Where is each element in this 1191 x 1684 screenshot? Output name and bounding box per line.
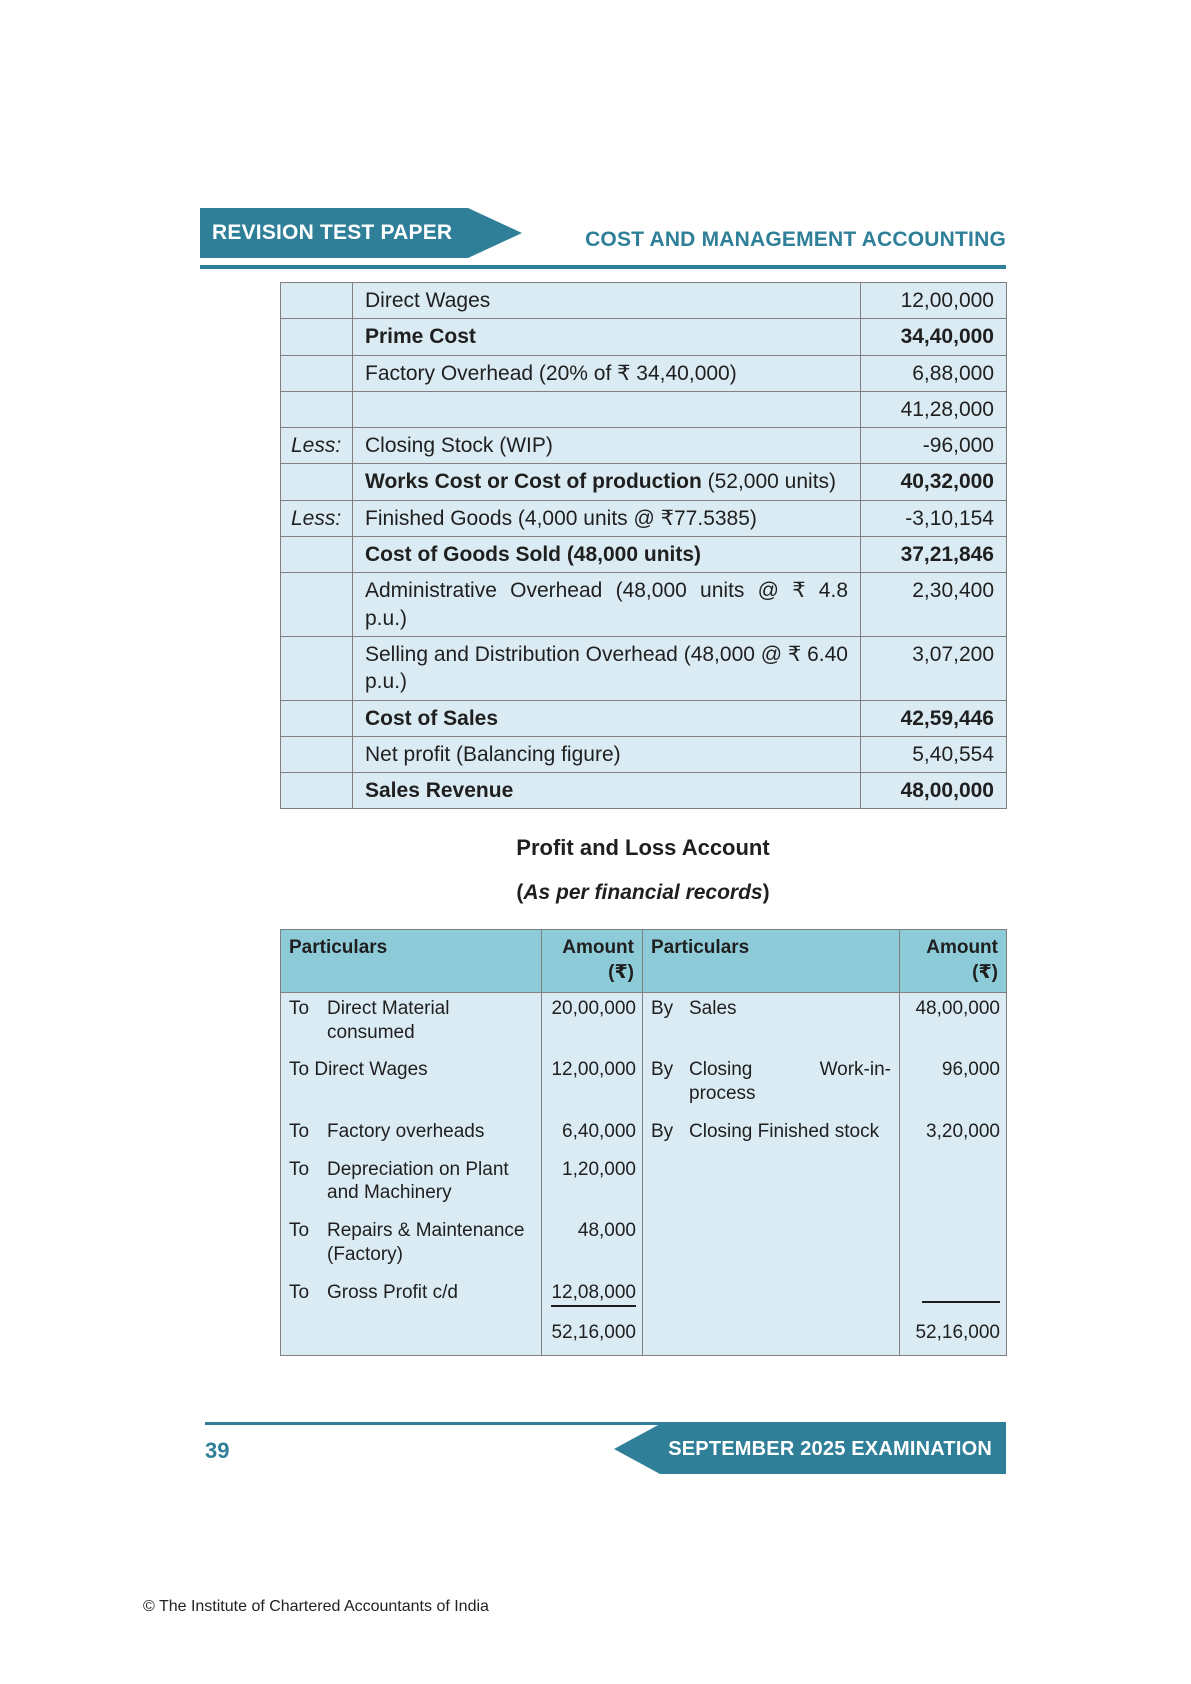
- amount-label: Amount: [562, 937, 634, 959]
- row-prefix: Less:: [281, 500, 353, 536]
- row-amount: 40,32,000: [861, 464, 1007, 500]
- row-prefix: [281, 573, 353, 637]
- pl-total-row: [281, 1317, 1007, 1355]
- row-amount: 42,59,446: [861, 700, 1007, 736]
- entry-prefix: To: [289, 1158, 310, 1180]
- table-row: [281, 391, 1007, 427]
- pl-header-particulars-left: Particulars: [281, 930, 542, 992]
- cr-amount: 3,20,000: [900, 1116, 1007, 1154]
- row-description: Cost of Sales: [353, 700, 861, 736]
- cr-entry: [643, 1317, 900, 1355]
- entry-description: Repairs & Maintenance (Factory): [327, 1220, 525, 1265]
- entry-prefix: To: [289, 997, 310, 1019]
- subtitle-text: As per financial records: [523, 881, 763, 905]
- row-description: [353, 391, 861, 427]
- row-description: Selling and Distribution Overhead (48,000 @ ₹ 6.40 p.u.): [353, 636, 861, 700]
- dr-amount: 12,00,000: [542, 1054, 643, 1116]
- row-description: Sales Revenue: [353, 773, 861, 809]
- page-title: COST AND MANAGEMENT ACCOUNTING: [585, 228, 1006, 251]
- table-row: [281, 773, 1007, 809]
- pl-row: [281, 1215, 1007, 1277]
- banner-left-arrow-icon: [614, 1424, 660, 1474]
- dr-entry: [281, 1116, 542, 1154]
- underlined-amount: 12,08,000: [551, 1281, 636, 1308]
- row-prefix: [281, 773, 353, 809]
- cr-amount: [900, 1215, 1007, 1277]
- row-prefix: [281, 736, 353, 772]
- table-row: [281, 700, 1007, 736]
- table-row: [281, 636, 1007, 700]
- cr-entry: [643, 1054, 900, 1116]
- table-row: [281, 355, 1007, 391]
- subtitle-paren-close: ): [762, 881, 770, 905]
- row-prefix: [281, 700, 353, 736]
- entry-description: Gross Profit c/d: [327, 1281, 458, 1303]
- table-row: [281, 283, 1007, 319]
- pl-row: [281, 1054, 1007, 1116]
- table-row: [281, 500, 1007, 536]
- entry-description: Closing Finished stock: [689, 1120, 880, 1142]
- entry-prefix: To: [289, 1220, 310, 1242]
- row-amount: 37,21,846: [861, 537, 1007, 573]
- cr-entry: [643, 1116, 900, 1154]
- cr-amount: 48,00,000: [900, 992, 1007, 1054]
- rupee-label: (₹): [972, 962, 998, 984]
- pl-account-title: Profit and Loss Account: [516, 835, 770, 861]
- row-description: Factory Overhead (20% of ₹ 34,40,000): [353, 355, 861, 391]
- september-examination-banner: [614, 1424, 1006, 1474]
- pl-row: [281, 1116, 1007, 1154]
- table-row: [281, 319, 1007, 355]
- row-description: Prime Cost: [353, 319, 861, 355]
- pl-row: [281, 992, 1007, 1054]
- row-description: Net profit (Balancing figure): [353, 736, 861, 772]
- cr-amount: [900, 1277, 1007, 1318]
- row-description: Cost of Goods Sold (48,000 units): [353, 537, 861, 573]
- dr-entry: [281, 992, 542, 1054]
- table-row: [281, 736, 1007, 772]
- row-prefix: [281, 537, 353, 573]
- entry-description: Direct Material consumed: [327, 997, 450, 1043]
- row-amount: 6,88,000: [861, 355, 1007, 391]
- banner-label: REVISION TEST PAPER: [200, 208, 468, 258]
- row-amount: 34,40,000: [861, 319, 1007, 355]
- cr-entry: [643, 1277, 900, 1318]
- cr-entry: [643, 1154, 900, 1216]
- dr-entry: [281, 1154, 542, 1216]
- pl-account-heading: [280, 835, 1006, 905]
- cr-total-amount: 52,16,000: [900, 1317, 1007, 1355]
- entry-description: Factory overheads: [327, 1120, 485, 1142]
- pl-account-subtitle: [280, 881, 1006, 905]
- row-description: Closing Stock (WIP): [353, 428, 861, 464]
- row-amount: 2,30,400: [861, 573, 1007, 637]
- page-content: [280, 282, 1006, 1356]
- dr-amount: [542, 1277, 643, 1318]
- row-amount: -96,000: [861, 428, 1007, 464]
- entry-prefix: To: [289, 1281, 310, 1303]
- row-amount: -3,10,154: [861, 500, 1007, 536]
- row-amount: 41,28,000: [861, 391, 1007, 427]
- cost-sheet-table: [280, 282, 1007, 809]
- pl-header-row: [281, 930, 1007, 992]
- row-description: [353, 464, 861, 500]
- pl-row: [281, 1277, 1007, 1318]
- table-row: [281, 537, 1007, 573]
- cr-entry: [643, 992, 900, 1054]
- rupee-label: (₹): [608, 962, 634, 984]
- table-row: [281, 573, 1007, 637]
- pl-header-amount-right: [900, 930, 1007, 992]
- row-amount: 5,40,554: [861, 736, 1007, 772]
- entry-description: Depreciation on Plant and Machinery: [327, 1158, 509, 1204]
- table-row: [281, 428, 1007, 464]
- row-prefix: [281, 355, 353, 391]
- dr-entry: [281, 1277, 542, 1318]
- row-description: Administrative Overhead (48,000 units @ ₹ 4.8 p.u.): [353, 573, 861, 637]
- entry-prefix: By: [651, 1059, 674, 1081]
- dr-amount: 1,20,000: [542, 1154, 643, 1216]
- entry-prefix: By: [651, 1120, 674, 1142]
- amount-label: Amount: [926, 937, 998, 959]
- copyright-text: © The Institute of Chartered Accountants of India: [143, 1598, 489, 1615]
- row-prefix: [281, 283, 353, 319]
- entry-description: Sales: [689, 997, 737, 1019]
- dr-entry: To Direct Wages: [281, 1054, 542, 1116]
- cr-amount: 96,000: [900, 1054, 1007, 1116]
- dr-total-amount: 52,16,000: [542, 1317, 643, 1355]
- pl-table: [280, 929, 1007, 1356]
- entry-prefix: By: [651, 997, 674, 1019]
- row-prefix: [281, 464, 353, 500]
- dr-amount: 6,40,000: [542, 1116, 643, 1154]
- dr-amount: 48,000: [542, 1215, 643, 1277]
- entry-prefix: To: [289, 1120, 310, 1142]
- footer-banner-label: SEPTEMBER 2025 EXAMINATION: [660, 1424, 1006, 1474]
- row-description-rest: (52,000 units): [701, 470, 837, 494]
- row-prefix: Less:: [281, 428, 353, 464]
- dr-amount: 20,00,000: [542, 992, 643, 1054]
- page-number: 39: [205, 1438, 230, 1463]
- row-prefix: [281, 636, 353, 700]
- dr-entry: [281, 1317, 542, 1355]
- row-amount: 3,07,200: [861, 636, 1007, 700]
- subtitle-paren-open: (: [516, 881, 524, 905]
- pl-header-particulars-right: Particulars: [643, 930, 900, 992]
- title-underline: [200, 265, 1006, 269]
- table-row: [281, 464, 1007, 500]
- row-prefix: [281, 319, 353, 355]
- row-description: Direct Wages: [353, 283, 861, 319]
- pl-row: [281, 1154, 1007, 1216]
- banner-arrow-icon: [468, 208, 522, 258]
- row-prefix: [281, 391, 353, 427]
- row-description: Finished Goods (4,000 units @ ₹77.5385): [353, 500, 861, 536]
- revision-test-paper-banner: [200, 208, 522, 258]
- row-amount: 48,00,000: [861, 773, 1007, 809]
- cr-entry: [643, 1215, 900, 1277]
- entry-description: Closing Work-in-process: [689, 1059, 891, 1105]
- pl-header-amount-left: [542, 930, 643, 992]
- row-description-bold: Works Cost or Cost of production: [365, 470, 702, 494]
- dr-entry: [281, 1215, 542, 1277]
- row-amount: 12,00,000: [861, 283, 1007, 319]
- blank-underline: [922, 1281, 1000, 1303]
- cr-amount: [900, 1154, 1007, 1216]
